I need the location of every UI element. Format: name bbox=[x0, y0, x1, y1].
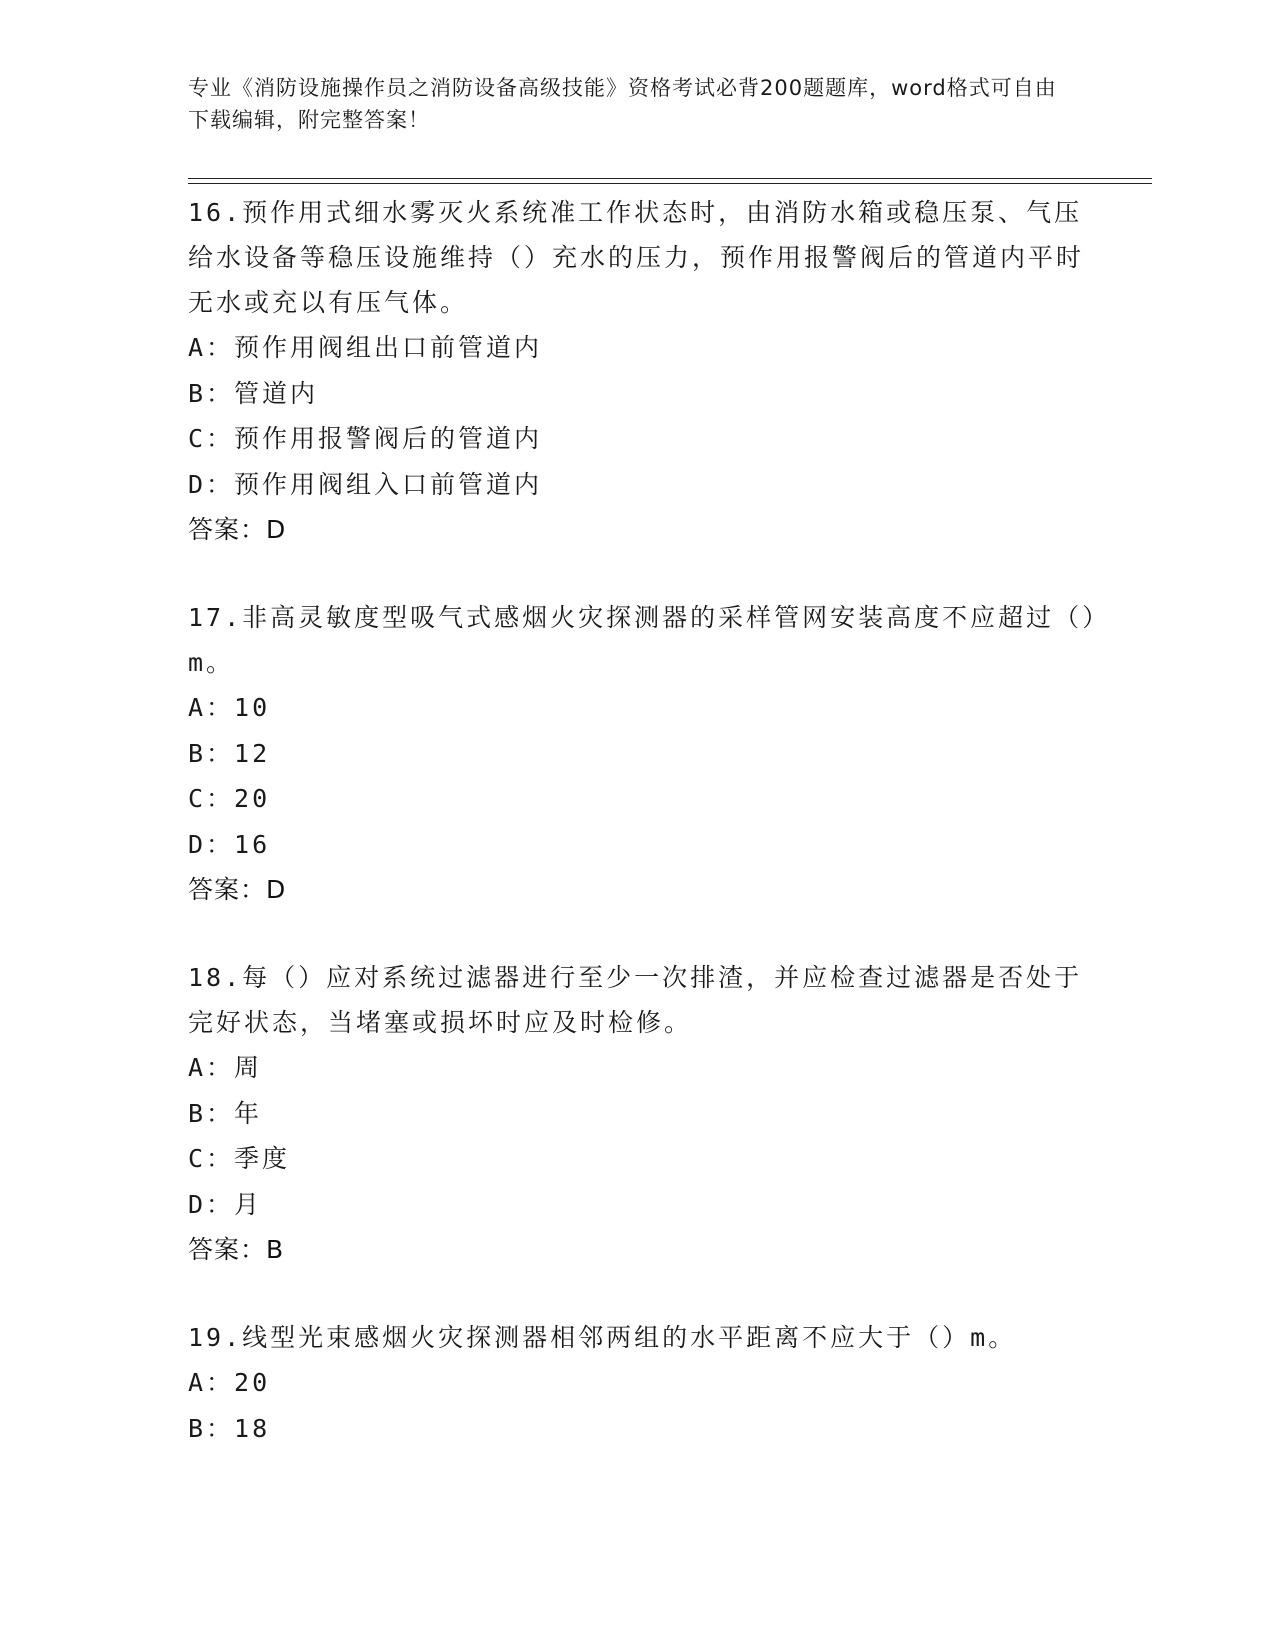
header-divider-top bbox=[188, 178, 1152, 179]
question-18 bbox=[188, 955, 1108, 1273]
option-a: A：周 bbox=[188, 1053, 263, 1082]
question-16 bbox=[188, 190, 1108, 553]
question-stem: 17.非高灵敏度型吸气式感烟火灾探测器的采样管网安装高度不应超过（）m。 bbox=[188, 603, 1098, 677]
option-c: C：预作用报警阀后的管道内 bbox=[188, 424, 543, 453]
option-d: D：16 bbox=[188, 829, 271, 859]
question-stem: 18.每（）应对系统过滤器进行至少一次排渣，并应检查过滤器是否处于完好状态，当堵塞或损坏时应及时检修。 bbox=[188, 963, 1083, 1037]
question-list bbox=[188, 190, 1108, 1493]
option-b: B：年 bbox=[188, 1098, 263, 1128]
option-b: B：18 bbox=[188, 1413, 271, 1443]
option-a: A：20 bbox=[188, 1368, 271, 1397]
option-c: C：20 bbox=[188, 784, 271, 813]
header-divider-bottom bbox=[188, 183, 1152, 184]
option-d: D：月 bbox=[188, 1189, 263, 1219]
answer-line: 答案：D bbox=[188, 875, 287, 904]
question-stem: 19.线型光束感烟火灾探测器相邻两组的水平距离不应大于（）m。 bbox=[188, 1323, 1017, 1352]
option-b: B：管道内 bbox=[188, 378, 319, 408]
question-stem: 16.预作用式细水雾灭火系统准工作状态时，由消防水箱或稳压泵、气压给水设备等稳压设施维持（）充水的压力，预作用报警阀后的管道内平时无水或充以有压气体。 bbox=[188, 198, 1085, 317]
question-19 bbox=[188, 1315, 1108, 1451]
answer-line: 答案：D bbox=[188, 515, 287, 544]
answer-line: 答案：B bbox=[188, 1235, 285, 1264]
document-header: 专业《消防设施操作员之消防设备高级技能》资格考试必背200题题库，word格式可自由下载编辑，附完整答案！ bbox=[188, 76, 1057, 132]
option-c: C：季度 bbox=[188, 1144, 291, 1173]
option-a: A：10 bbox=[188, 693, 271, 722]
option-a: A：预作用阀组出口前管道内 bbox=[188, 333, 543, 362]
question-17 bbox=[188, 595, 1108, 913]
option-d: D：预作用阀组入口前管道内 bbox=[188, 469, 543, 499]
option-b: B：12 bbox=[188, 738, 271, 768]
